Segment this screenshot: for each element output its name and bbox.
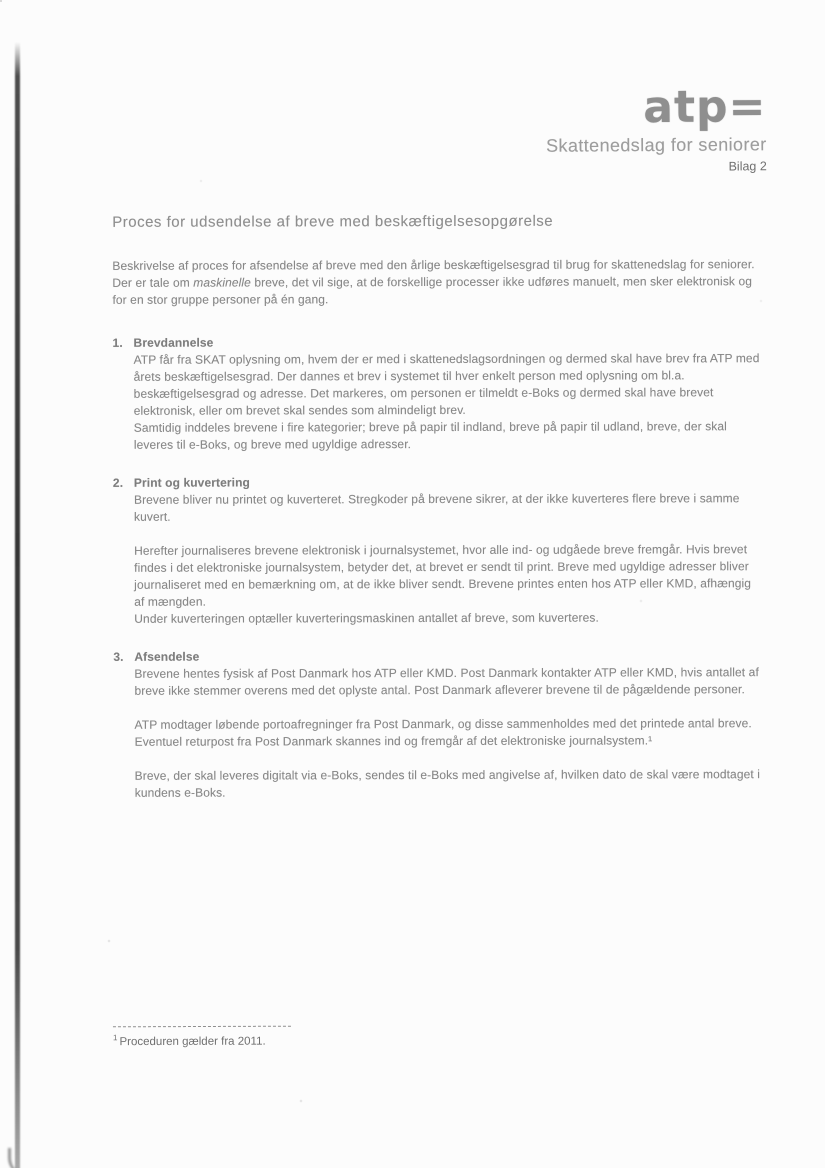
intro-text-1: Beskrivelse af proces for afsendelse af breve med den årlige beskæftigelsesgrad til brug for skattenedslag for seniorer. Der er tale om <box>112 257 755 290</box>
footnote <box>113 1026 291 1048</box>
section-title: Afsendelse <box>134 649 200 664</box>
document-subtitle: Skattenedslag for seniorer <box>546 133 768 156</box>
section-number: 2. <box>112 475 124 490</box>
body-paragraph: Herefter journaliseres brevene elektronisk i journalsystemet, hvor alle ind- og udgåede breve fremgår. Hvis brevet findes i det elektroniske journalsystem, betyder det, at brevet er sendt til print. Breve med ugyldige adresser bliver journaliseret med en bemærkning om, at de ikke bliver sendt. Brevene printes enten hos ATP eller KMD, afhængig af mængden. <box>134 542 752 609</box>
scan-noise <box>0 0 2 2</box>
section-brevdannelse <box>113 333 763 454</box>
document-body <box>112 212 764 823</box>
body-paragraph: Brevene bliver nu printet og kuverteret. Stregkoder på brevene sikrer, at der ikke kuverteres flere breve i samme kuvert. <box>133 491 740 524</box>
section-title: Print og kuvertering <box>133 475 250 490</box>
body-paragraph: Brevene hentes fysisk af Post Danmark hos ATP eller KMD. Post Danmark kontakter ATP eller KMD, hvis antallet af breve ikke stemmer overens med det oplyste antal. Post Danmark afleverer brevene til de pågældende personer. <box>134 665 759 698</box>
footnote-separator <box>113 1026 291 1028</box>
intro-italic-word: maskinelle <box>193 275 251 290</box>
body-paragraph: ATP modtager løbende portoafregninger fra Post Danmark, og disse sammenholdes med det printede antal breve. Eventuel returpost fra Post Danmark skannes ind og fremgår af det elektroniske journalsystem.¹ <box>134 716 752 749</box>
appendix-label: Bilag 2 <box>728 158 768 174</box>
atp-logo: atp= <box>643 81 768 134</box>
section-afsendelse <box>113 647 763 802</box>
footnote-text-line <box>113 1033 291 1048</box>
section-content <box>134 350 763 454</box>
body-paragraph: Samtidig inddeles brevene i fire kategorier; breve på papir til indland, breve på papir til udland, breve, der skal leveres til e-Boks, og breve med ugyldige adresser. <box>133 419 727 452</box>
section-title: Brevdannelse <box>133 335 214 350</box>
body-paragraph: Under kuverteringen optæller kuverteringsmaskinen antallet af breve, som kuverteres. <box>134 610 599 626</box>
intro-text-2: breve, det vil sige, at de forskellige processer ikke udføres manuelt, men sker elektronisk og for en stor gruppe personer på én gang. <box>112 274 753 307</box>
scan-corner-artifact <box>8 1148 37 1168</box>
body-paragraph: Breve, der skal leveres digitalt via e-Boks, sendes til e-Boks med angivelse af, hvilken dato de skal være modtaget i kundens e-Boks. <box>134 767 761 800</box>
footnote-text: Proceduren gælder fra 2011. <box>119 1035 266 1049</box>
body-paragraph: ATP får fra SKAT oplysning om, hvem der er med i skattenedslagsordningen og dermed skal have brev fra ATP med årets beskæftigelsesgrad. Der dannes et brev i systemet til hver enkelt person med oplysning om bl.a. beskæftigelsesgrad og adresse. Det markeres, om personen er tilmeldt e-Boks og dermed skal have brevet elektronisk, eller om brevet skal sendes som almindeligt brev. <box>133 351 760 418</box>
scan-edge-artifact <box>15 42 20 1168</box>
document-header <box>546 81 768 174</box>
section-heading <box>113 647 763 666</box>
intro-paragraph <box>112 256 762 309</box>
section-heading <box>113 333 763 352</box>
section-content <box>134 664 763 802</box>
section-print-og-kuvertering <box>113 473 763 628</box>
section-number: 3. <box>113 649 124 664</box>
section-number: 1. <box>112 335 123 350</box>
footnote-marker: 1 <box>112 1033 118 1043</box>
page-title: Proces for udsendelse af breve med beskæftigelsesopgørelse <box>112 212 554 231</box>
section-heading <box>113 473 763 492</box>
section-content <box>134 490 763 628</box>
